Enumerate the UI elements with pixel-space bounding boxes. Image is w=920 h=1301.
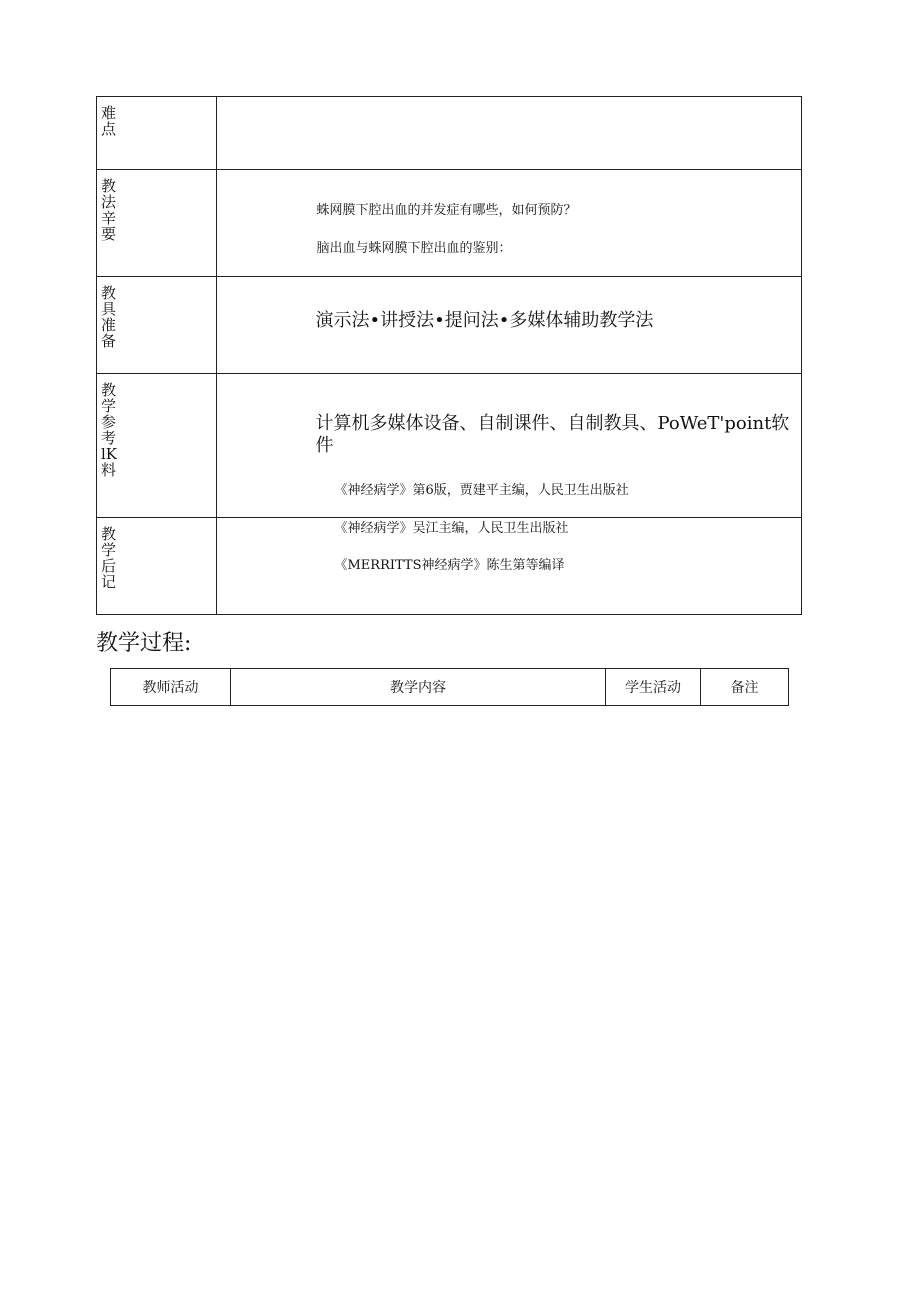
methods-line: 演示法•讲授法•提问法•多媒体辅助教学法 [315, 309, 654, 331]
tools-line: 计算机多媒体设备、自制课件、自制教具、PoWeT'point软件 [315, 412, 790, 456]
header-student-activity: 学生活动 [606, 669, 701, 706]
process-heading: 教学过程: [96, 631, 192, 656]
header-teaching-content: 教学内容 [231, 669, 606, 706]
lesson-plan-table [96, 96, 802, 615]
label-teaching-tools: 教具准备 [97, 277, 217, 374]
content-difficulty [217, 97, 802, 256]
header-remarks: 备注 [701, 669, 789, 706]
row-teaching-methods [97, 170, 802, 277]
difficulty-line-2: 脑出血与蛛网膜下腔出血的鉴别： [316, 240, 512, 256]
content-teaching-methods [217, 170, 802, 331]
reference-item: 《神经病学》第6版，贾建平主编，人民卫生出版社 [334, 482, 629, 498]
difficulty-line-1: 蛛网膜下腔出血的并发症有哪些，如何预防？ [316, 202, 577, 218]
label-difficulty: 难点 [97, 97, 217, 170]
process-table [110, 668, 789, 706]
process-header-row [111, 669, 789, 706]
row-difficulty [97, 97, 802, 170]
label-teaching-methods: 教法辛要 [97, 170, 217, 277]
header-teacher-activity: 教师活动 [111, 669, 231, 706]
label-post-class-notes: 教学后记 [97, 518, 217, 615]
label-references: 教学参考lK料 [97, 374, 217, 518]
reference-item: 《MERRITTS神经病学》陈生第等编译 [334, 557, 565, 573]
reference-item: 《神经病学》吴江主编，人民卫生出版社 [334, 520, 569, 536]
